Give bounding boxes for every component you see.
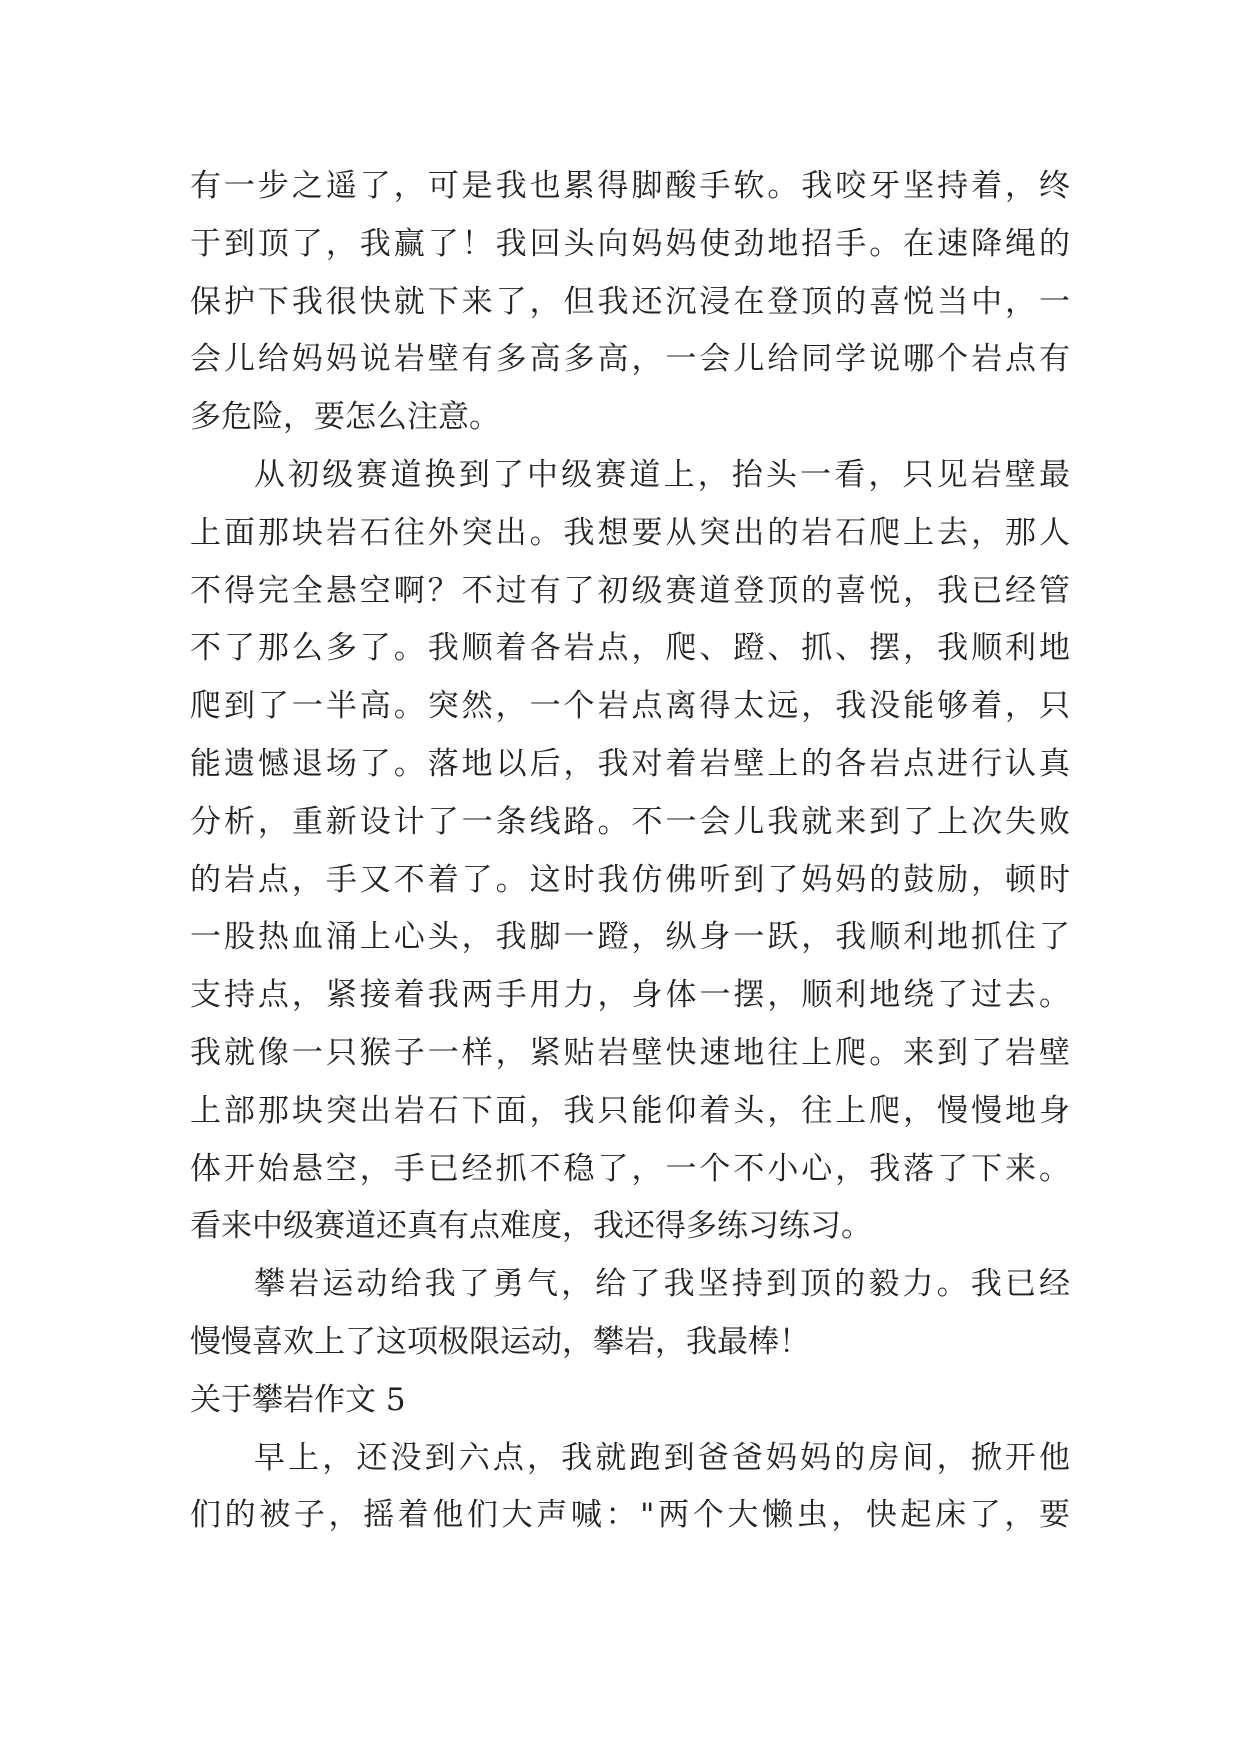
text-line: 从初级赛道换到了中级赛道上，抬头一看，只见岩壁最 — [254, 456, 1070, 493]
text-line: 体开始悬空，手已经抓不稳了，一个不小心，我落了下来。 — [190, 1150, 1070, 1187]
text-line: 能遗憾退场了。落地以后，我对着岩壁上的各岩点进行认真 — [190, 745, 1070, 782]
text-line: 一股热血涌上心头，我脚一蹬，纵身一跃，我顺利地抓住了 — [190, 919, 1070, 956]
text-line: 爬到了一半高。突然，一个岩点离得太远，我没能够着，只 — [190, 688, 1070, 725]
text-line: 的岩点，手又不着了。这时我仿佛听到了妈妈的鼓励，顿时 — [190, 861, 1070, 898]
text-line: 不得完全悬空啊？不过有了初级赛道登顶的喜悦，我已经管 — [190, 572, 1070, 609]
essay-text — [190, 158, 1070, 1545]
text-line: 有一步之遥了，可是我也累得脚酸手软。我咬牙坚持着，终 — [190, 168, 1070, 204]
text-line: 会儿给妈妈说岩壁有多高多高，一会儿给同学说哪个岩点有 — [190, 341, 1070, 378]
text-line: 保护下我很快就下来了，但我还沉浸在登顶的喜悦当中，一 — [190, 283, 1070, 320]
text-line: 慢慢喜欢上了这项极限运动，攀岩，我最棒！ — [190, 1323, 810, 1360]
text-line: 看来中级赛道还真有点难度，我还得多练习练习。 — [190, 1208, 872, 1245]
text-line: 早上，还没到六点，我就跑到爸爸妈妈的房间，掀开他 — [254, 1439, 1070, 1476]
text-line: 我就像一只猴子一样，紧贴岩壁快速地往上爬。来到了岩壁 — [190, 1034, 1070, 1071]
text-line: 上部那块突出岩石下面，我只能仰着头，往上爬，慢慢地身 — [190, 1092, 1070, 1129]
text-line: 攀岩运动给我了勇气，给了我坚持到顶的毅力。我已经 — [254, 1266, 1070, 1303]
text-line: 们的被子，摇着他们大声喊："两个大懒虫，快起床了，要 — [190, 1497, 1070, 1534]
text-line: 分析，重新设计了一条线路。不一会儿我就来到了上次失败 — [190, 803, 1070, 840]
text-line: 多危险，要怎么注意。 — [190, 399, 500, 436]
text-line: 于到顶了，我赢了！我回头向妈妈使劲地招手。在速降绳的 — [190, 225, 1070, 262]
text-line: 不了那么多了。我顺着各岩点，爬、蹬、抓、摆，我顺利地 — [190, 630, 1070, 667]
text-line: 上面那块岩石往外突出。我想要从突出的岩石爬上去，那人 — [190, 514, 1070, 551]
text-line: 支持点，紧接着我两手用力，身体一摆，顺利地绕了过去。 — [190, 977, 1070, 1014]
section-heading: 关于攀岩作文 5 — [190, 1381, 406, 1418]
